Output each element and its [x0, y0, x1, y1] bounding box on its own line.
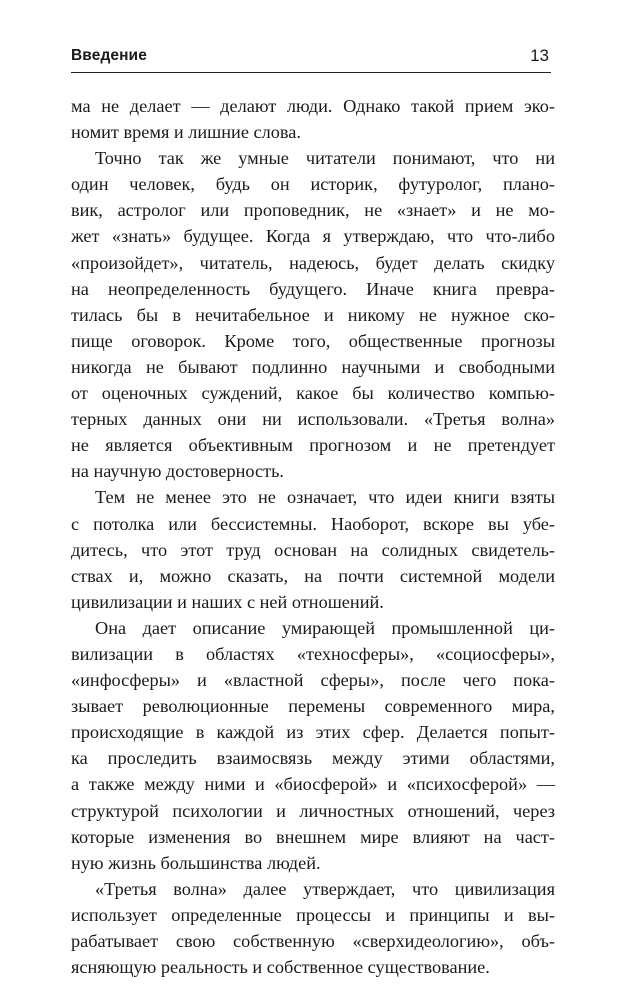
text-line: происходящие в каждой из этих сфер. Делается попыт-	[71, 722, 555, 743]
text-line: которые изменения во внешнем мире влияют на част-	[71, 826, 555, 847]
page-number: 13	[530, 46, 549, 65]
text-line: ную жизнь большинства людей.	[71, 852, 321, 873]
text-line: на неопределенность будущего. Иначе книга превра-	[71, 278, 555, 299]
text-line: использует определенные процессы и принципы и вы-	[71, 904, 555, 925]
paragraph	[71, 876, 555, 980]
text-line: а также между ними и «биосферой» и «психосферой» —	[71, 774, 555, 795]
text-line: вилизации в областях «техносферы», «социосферы»,	[71, 643, 555, 664]
text-line: «Третья волна» далее утверждает, что цивилизация	[95, 878, 555, 899]
text-line: пище оговорок. Кроме того, общественные прогнозы	[71, 330, 555, 351]
text-line: «произойдет», читатель, надеюсь, будет делать скидку	[71, 252, 555, 273]
text-line: терных данных они ни использовали. «Третья волна»	[71, 409, 555, 430]
text-line: номит время и лишние слова.	[71, 122, 301, 143]
text-line: никогда не бывают подлинно научными и свободными	[71, 356, 555, 377]
running-header	[71, 46, 551, 73]
text-line: «инфосферы» и «властной сферы», после чего пока-	[71, 670, 555, 691]
paragraph	[71, 145, 555, 484]
text-line: дитесь, что этот труд основан на солидных свидетель-	[71, 539, 555, 560]
text-line: от оценочных суждений, какое бы количество компью-	[71, 383, 555, 404]
text-line: ствах и, можно сказать, на почти системной модели	[71, 565, 555, 586]
text-line: Точно так же умные читатели понимают, что ни	[95, 148, 555, 169]
paragraph	[71, 93, 555, 145]
text-line: не является объективным прогнозом и не претендует	[71, 435, 555, 456]
paragraph	[71, 615, 555, 876]
text-line: зывает революционные перемены современного мира,	[71, 696, 555, 717]
text-line: ка проследить взаимосвязь между этими областями,	[71, 748, 555, 769]
text-line: рабатывает свою собственную «сверхидеологию», объ-	[71, 931, 555, 951]
section-title: Введение	[71, 47, 147, 64]
text-line: жет «знать» будущее. Когда я утверждаю, что что-либо	[71, 226, 555, 247]
text-line: Она дает описание умирающей промышленной ци-	[95, 617, 555, 638]
text-line: тилась бы в нечитабельное и никому не нужное ско-	[71, 304, 555, 325]
text-line: Тем не менее это не означает, что идеи книги взяты	[95, 487, 555, 508]
text-line: с потолка или бессистемны. Наоборот, вскоре вы убе-	[71, 513, 555, 534]
text-line: цивилизации и наших с ней отношений.	[71, 591, 384, 612]
text-line: один человек, будь он историк, футуролог, плано-	[71, 174, 555, 195]
text-line: вик, астролог или проповедник, не «знает» и не мо-	[71, 200, 555, 221]
text-line: ясняющую реальность и собственное существование.	[71, 957, 490, 978]
body-text	[71, 93, 555, 980]
text-line: структурой психологии и личностных отношений, через	[71, 800, 555, 821]
text-line: ма не делает — делают люди. Однако такой прием эко-	[71, 96, 555, 116]
text-line: на научную достоверность.	[71, 461, 284, 482]
paragraph	[71, 484, 555, 614]
